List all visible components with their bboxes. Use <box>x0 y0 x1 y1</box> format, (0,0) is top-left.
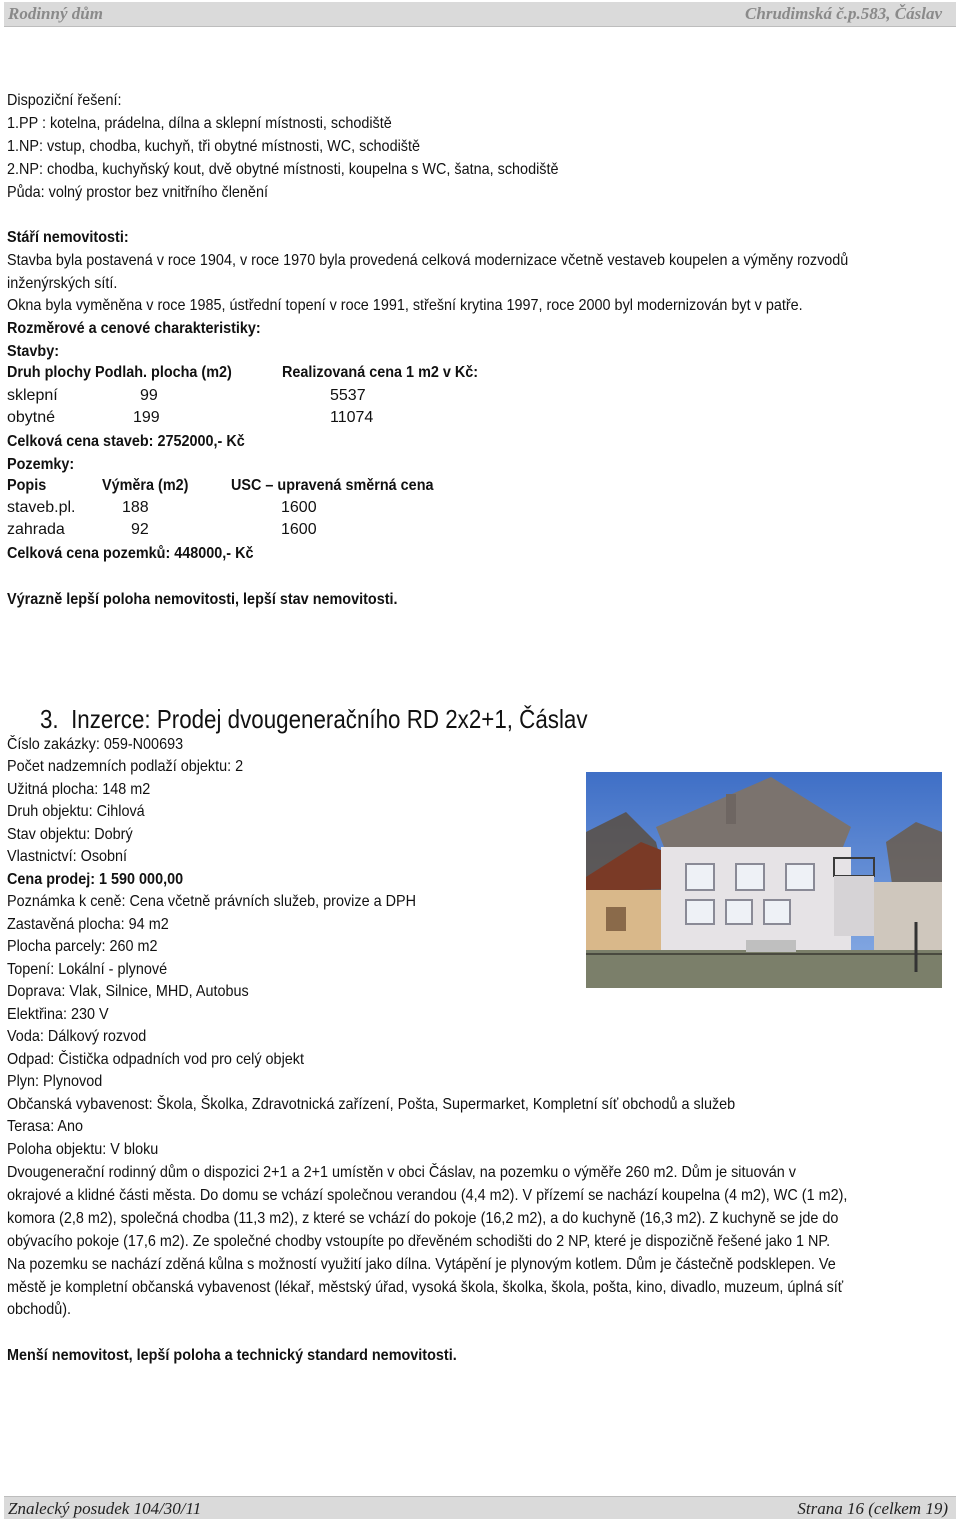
table-row-price: 11074 <box>330 409 374 426</box>
listing-detail: Plocha parcely: 260 m2 <box>7 938 158 955</box>
table-row-area: 99 <box>140 387 158 404</box>
buildings-col-type: Druh plochy Podlah. plocha (m2) <box>7 364 232 381</box>
footer-document-id: Znalecký posudek 104/30/11 <box>8 1499 202 1518</box>
table-row-type: obytné <box>7 409 56 426</box>
description-line: obchodů). <box>7 1301 72 1318</box>
header-address: Chrudimská č.p.583, Čáslav <box>745 4 942 23</box>
age-heading: Stáří nemovitosti: <box>7 229 129 246</box>
listing-detail: Poloha objektu: V bloku <box>7 1141 159 1158</box>
listing-detail: Zastavěná plocha: 94 m2 <box>7 916 169 933</box>
listing-detail: Druh objektu: Cihlová <box>7 803 145 820</box>
table-row-type: sklepní <box>7 387 58 404</box>
description-line: komora (2,8 m2), společná chodba (11,3 m2), z které se vchází do pokoje (16,2 m2), a do kuchyně (16,3 m2). Z kuchyně se jde do <box>7 1210 839 1227</box>
description-line: obývacího pokoje (17,6 m2). Ze společné chodby vstoupíte po dřevěném schodišti do 2 NP, které je dispozičně řešené jako 1 NP. <box>7 1233 831 1250</box>
description-line: Na pozemku se nachází zděná kůlna s možností využití jako dílna. Vytápění je plynovým kotlem. Dům je částečně podsklepen. Ve <box>7 1256 836 1273</box>
listing-detail: Topení: Lokální - plynové <box>7 961 168 978</box>
listing-detail: Terasa: Ano <box>7 1118 84 1135</box>
age-line: Okna byla vyměněna v roce 1985, ústřední topení v roce 1991, střešní krytina 1997, roce 2000 byl modernizován byt v patře. <box>7 297 803 314</box>
dims-heading: Rozměrové a cenové charakteristiky: <box>7 320 261 337</box>
disposition-heading: Dispoziční řešení: <box>7 92 122 109</box>
table-row-area: 188 <box>122 499 149 516</box>
disposition-line: 2.NP: chodba, kuchyňský kout, dvě obytné místnosti, koupelna s WC, šatna, schodiště <box>7 161 559 178</box>
age-line: Stavba byla postavená v roce 1904, v roce 1970 byla provedená celková modernizace včetně vestaveb koupelen a výměny rozvodů <box>7 252 849 269</box>
age-line: inženýrských sítí. <box>7 275 118 292</box>
disposition-line: Půda: volný prostor bez vnitřního členění <box>7 184 268 201</box>
land-heading: Pozemky: <box>7 456 75 473</box>
listing-price: Cena prodej: 1 590 000,00 <box>7 871 184 888</box>
section1-conclusion: Výrazně lepší poloha nemovitosti, lepší stav nemovitosti. <box>7 591 398 608</box>
table-row-area: 199 <box>133 409 160 426</box>
page-footer <box>4 1496 956 1519</box>
listing-detail: Odpad: Čistička odpadních vod pro celý objekt <box>7 1051 304 1068</box>
table-row-price: 1600 <box>281 499 317 516</box>
description-line: okrajové a klidné části města. Do domu se vchází společnou verandou (4,4 m2). V přízemí se nachází koupelna (4 m2), WC (1 m2), <box>7 1187 848 1204</box>
land-col-area: Výměra (m2) <box>102 477 189 494</box>
table-row-area: 92 <box>131 521 149 538</box>
listing-detail: Plyn: Plynovod <box>7 1073 103 1090</box>
land-total: Celková cena pozemků: 448000,- Kč <box>7 545 254 562</box>
listing-detail: Užitná plocha: 148 m2 <box>7 781 151 798</box>
listing-detail: Číslo zakázky: 059-N00693 <box>7 736 184 753</box>
disposition-line: 1.PP : kotelna, prádelna, dílna a sklepní místnosti, schodiště <box>7 115 392 132</box>
header-title: Rodinný dům <box>8 4 103 23</box>
listing-detail: Počet nadzemních podlaží objektu: 2 <box>7 758 244 775</box>
listing-detail: Občanská vybavenost: Škola, Školka, Zdravotnická zařízení, Pošta, Supermarket, Kompletní síť obchodů a služeb <box>7 1096 736 1113</box>
buildings-col-price: Realizovaná cena 1 m2 v Kč: <box>282 364 479 381</box>
listing-detail: Poznámka k ceně: Cena včetně právních služeb, provize a DPH <box>7 893 417 910</box>
description-line: Dvougenerační rodinný dům o dispozici 2+1 a 2+1 umístěn v obci Čáslav, na pozemku o výměře 260 m2. Dům je situován v <box>7 1164 796 1181</box>
listing-detail: Doprava: Vlak, Silnice, MHD, Autobus <box>7 983 249 1000</box>
house-photo <box>586 772 942 988</box>
buildings-heading: Stavby: <box>7 343 60 360</box>
section3-conclusion: Menší nemovitost, lepší poloha a technický standard nemovitosti. <box>7 1347 457 1364</box>
table-row-type: staveb.pl. <box>7 499 76 516</box>
land-col-type: Popis <box>7 477 47 494</box>
section3-title: 3. Inzerce: Prodej dvougeneračního RD 2x2+1, Čáslav <box>40 704 588 734</box>
page-header <box>4 2 956 27</box>
disposition-line: 1.NP: vstup, chodba, kuchyň, tři obytné místnosti, WC, schodiště <box>7 138 420 155</box>
land-col-price: USC – upravená směrná cena <box>231 477 434 494</box>
listing-detail: Elektřina: 230 V <box>7 1006 109 1023</box>
listing-detail: Stav objektu: Dobrý <box>7 826 133 843</box>
description-line: městě je kompletní občanská vybavenost (lékař, městský úřad, vysoká škola, školka, škola, pošta, kino, divadlo, muzeum, úplná síť <box>7 1279 844 1296</box>
table-row-price: 1600 <box>281 521 317 538</box>
listing-detail: Vlastnictví: Osobní <box>7 848 128 865</box>
buildings-total: Celková cena staveb: 2752000,- Kč <box>7 433 245 450</box>
listing-detail: Voda: Dálkový rozvod <box>7 1028 147 1045</box>
table-row-price: 5537 <box>330 387 366 404</box>
footer-page-number: Strana 16 (celkem 19) <box>797 1499 948 1518</box>
table-row-type: zahrada <box>7 521 65 538</box>
